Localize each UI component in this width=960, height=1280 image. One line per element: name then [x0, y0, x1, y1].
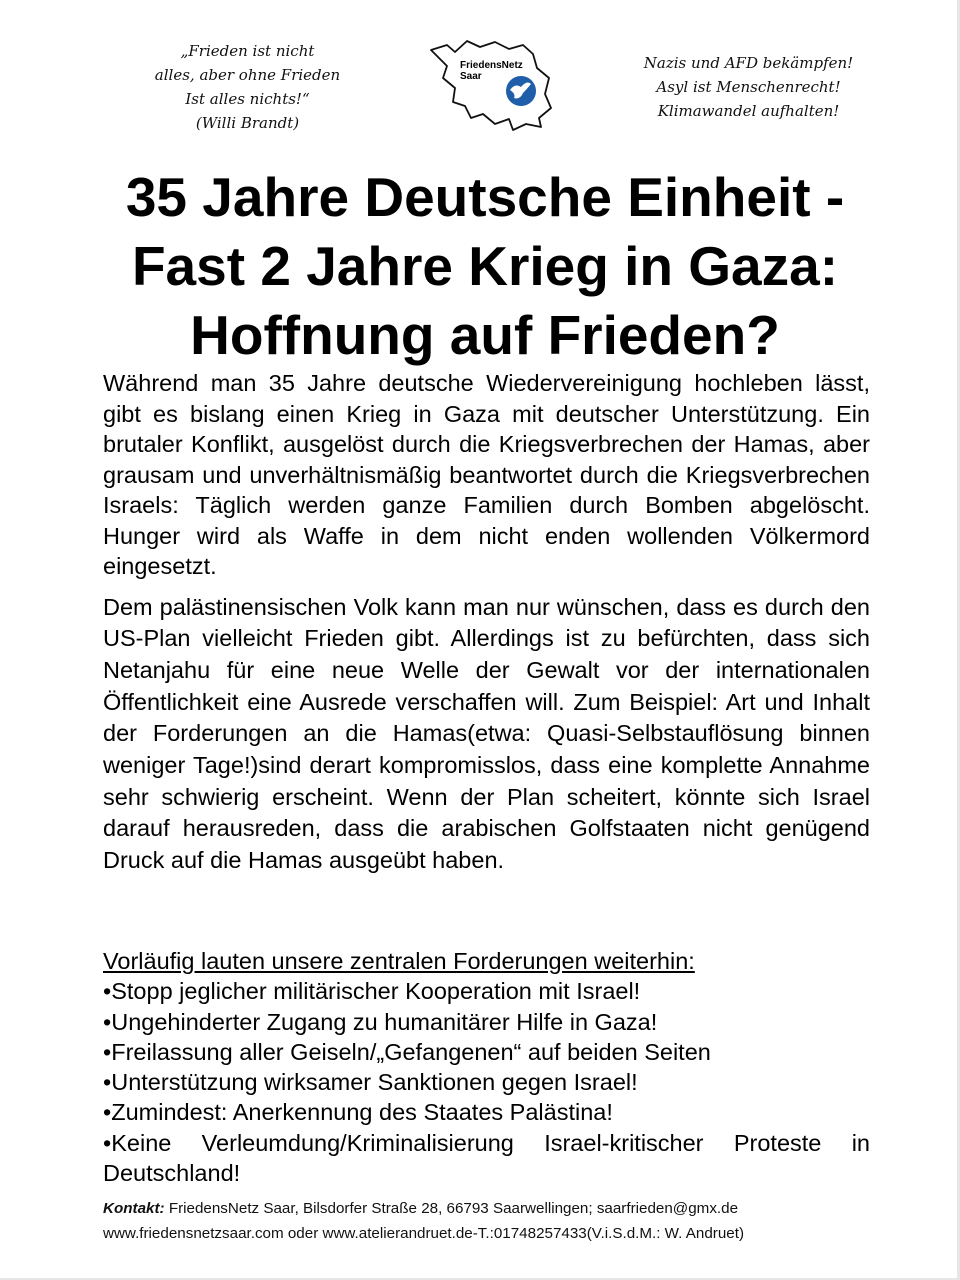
demand-item: •Freilassung aller Geiseln/„Gefangenen“ auf beiden Seiten: [103, 1038, 711, 1065]
contact-address: FriedensNetz Saar, Bilsdorfer Straße 28, 66793 Saarwellingen; saarfrieden@gmx.de: [164, 1200, 739, 1217]
headline-line-3: Hoffnung auf Frieden?: [190, 304, 780, 366]
friedensnetz-saar-logo: [425, 38, 555, 132]
quote-author: (Willi Brandt): [195, 114, 300, 132]
demand-item: •Unterstützung wirksamer Sanktionen gegen Israel!: [103, 1069, 638, 1096]
slogan-line: Klimawandel aufhalten!: [657, 102, 840, 120]
demand-item: •Zumindest: Anerkennung des Staates Palästina!: [103, 1099, 613, 1126]
logo-text: [460, 60, 523, 82]
contact-label: Kontakt:: [103, 1200, 165, 1217]
headline-line-1: 35 Jahre Deutsche Einheit -: [125, 166, 845, 228]
demand-item: •Ungehinderter Zugang zu humanitärer Hilfe in Gaza!: [103, 1008, 658, 1035]
contact-info: [103, 1196, 873, 1246]
quote-line: alles, aber ohne Frieden: [154, 66, 341, 84]
quote-line: „Frieden ist nicht: [180, 42, 315, 60]
slogan-line: Nazis und AFD bekämpfen!: [643, 54, 854, 72]
demands-list: [103, 946, 870, 1188]
saarland-map-icon: [425, 38, 555, 132]
contact-line-1: [103, 1196, 873, 1221]
logo-text-line1: FriedensNetz: [460, 60, 523, 71]
demands-title: Vorläufig lauten unsere zentralen Forderungen weiterhin:: [103, 948, 695, 974]
headline-line-2: Fast 2 Jahre Krieg in Gaza:: [131, 235, 839, 297]
paragraph-1: Während man 35 Jahre deutsche Wiedervereinigung hochleben lässt, gibt es bislang einen Krieg in Gaza mit deutscher Unterstützung. Ein brutaler Konflikt, ausgelöst durch die Kriegsverbrechen der Hamas, aber grausam und unverhältnismäßig beantwortet durch die Kriegsverbrechen Israels: Täglich werden ganze Familien durch Bomben abgelöscht. Hunger wird als Waffe in dem nicht enden wollenden Völkermord eingesetzt.: [103, 370, 870, 579]
brandt-quote: [130, 39, 365, 135]
slogans: [616, 51, 881, 123]
slogan-line: Asyl ist Menschenrecht!: [656, 78, 841, 96]
logo-text-line2: Saar: [460, 71, 482, 82]
body-text: [103, 368, 870, 877]
contact-line-2: www.friedensnetzsaar.com oder www.atelierandruet.de-T.:01748257433(V.i.S.d.M.: W. Andruet): [103, 1225, 745, 1242]
paragraph-2: Dem palästinensischen Volk kann man nur wünschen, dass es durch den US-Plan vielleicht Frieden gibt. Allerdings ist zu befürchten, dass sich Netanjahu für eine neue Welle der Gewalt vor der internationalen Öffentlichkeit eine Ausrede verschaffen will. Zum Beispiel: Art und Inhalt der Forderungen an die Hamas(etwa: Quasi-Selbstauflösung binnen weniger Tage!)sind derart kompromisslos, dass eine komplette Annahme sehr schwierig erscheint. Wenn der Plan scheitert, könnte sich Israel darauf herausreden, dass die arabischen Golfstaaten nicht genügend Druck auf die Hamas ausgeübt haben.: [103, 593, 870, 874]
headline: [60, 163, 910, 370]
quote-line: Ist alles nichts!“: [185, 90, 310, 108]
demand-item: •Keine Verleumdung/Kriminalisierung Israel-kritischer Proteste in Deutschland!: [103, 1129, 870, 1187]
demand-item: •Stopp jeglicher militärischer Kooperation mit Israel!: [103, 978, 641, 1005]
